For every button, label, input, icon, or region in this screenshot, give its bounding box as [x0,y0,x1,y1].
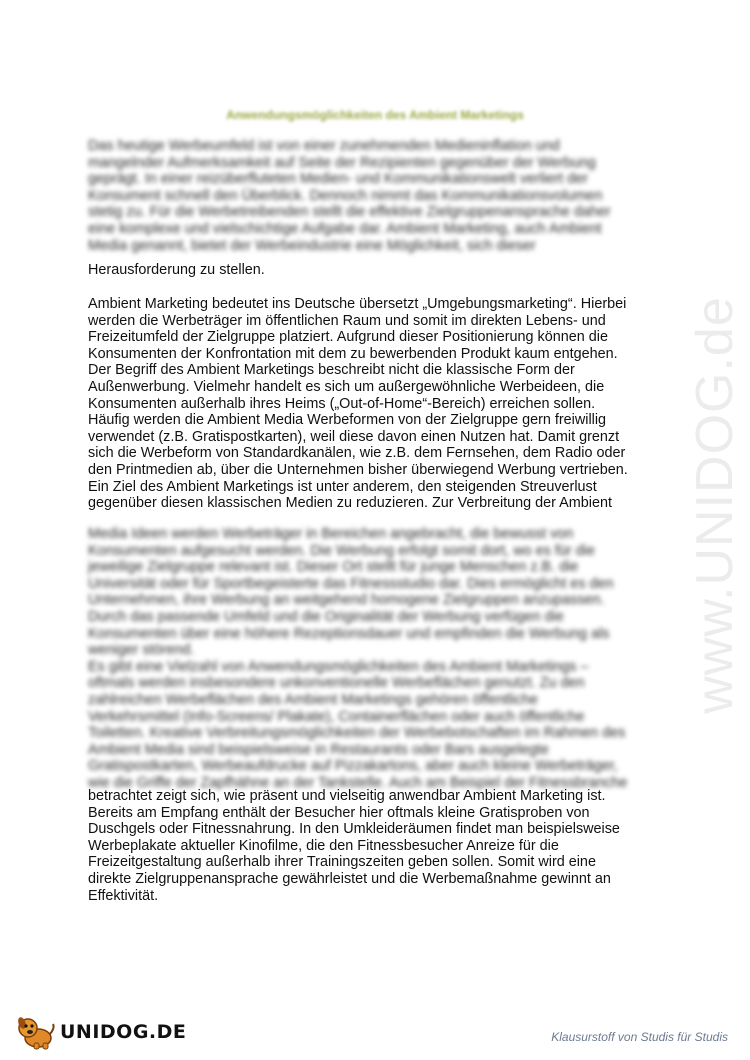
paragraph-intro-tail [88,262,668,279]
text-line: Konsumenten über eine höhere Rezeptionsdauer und empfinden die Werbung als [88,625,610,642]
paragraph-blurred-middle [88,526,668,792]
text-line: verwendet (z.B. Gratispostkarten), weil diese davon einen Nutzen hat. Damit grenzt [88,428,620,445]
document-title: Anwendungsmöglichkeiten des Ambient Marketings [226,108,524,122]
text-line: Ein Ziel des Ambient Marketings ist unter anderem, den steigenden Streuverlust [88,478,597,495]
text-line: Gratispostkarten, Werbeaufdrucke auf Pizzakartons, aber auch kleine Werbeträger, [88,758,618,775]
text-line: Konsument schnell den Überblick. Dennoch nimmt das Kommunikationsvolumen [88,187,603,204]
text-line: zahlreichen Werbeflächen des Ambient Marketings gehören öffentliche [88,691,538,708]
text-line: wie die Griffe der Zapfhähne an der Tankstelle. Auch am Beispiel der Fitnessbranche [88,774,628,791]
dog-mascot-icon [16,1014,56,1050]
text-line: geprägt. In einer reizüberfluteten Medien- und Kommunikationswelt verliert der [88,171,588,188]
text-line: Werbeplakate aktueller Kinofilme, die den Fitnessbesucher Anreize für die [88,837,559,854]
text-line: Media Ideen werden Werbeträger in Bereichen angebracht, die bewusst von [88,526,574,542]
text-line: oftmals werden insbesondere unkonventionelle Werbeflächen genutzt. Zu den [88,675,585,692]
text-line: werden die Werbeträger im öffentlichen Raum und somit im direkten Lebens- und [88,312,606,329]
logo-text: UNIDOG.DE [60,1021,187,1043]
text-line: Herausforderung zu stellen. [88,262,265,278]
text-line: betrachtet zeigt sich, wie präsent und vielseitig anwendbar Ambient Marketing ist. [88,788,606,804]
text-line: Konsumenten aufgesucht werden. Die Werbung erfolgt somit dort, wo es für die [88,542,595,559]
text-line: sich die Werbeform von Standardkanälen, wie z.B. dem Fernsehen, dem Radio oder [88,445,626,462]
text-line: Freizeitumfeld der Zielgruppe platziert. Aufgrund dieser Positionierung können die [88,329,608,346]
text-line: Effektivität. [88,887,159,904]
text-line: weniger störend. [88,642,195,659]
paragraph-fitness-example [88,788,668,904]
text-line: Bereits am Empfang enthält der Besucher hier oftmals kleine Gratisproben von [88,804,590,821]
text-line: stetig zu. Für die Werbetreibenden stellt die effektive Zielgruppenansprache daher [88,204,611,221]
text-line: Universität oder für Sportbegeisterte das Fitnessstudio dar. Dies ermöglicht es den [88,575,614,592]
text-line: gegenüber diesen klassischen Medien zu reduzieren. Zur Verbreitung der Ambient [88,495,612,512]
text-line: Ambient Media sind beispielsweise in Restaurants oder Bars ausgelegte [88,741,549,758]
text-line: Außenwerbung. Vielmehr handelt es sich um außergewöhnliche Werbeideen, die [88,378,605,395]
paragraph-definition [88,296,668,512]
unidog-logo[interactable] [16,1014,186,1050]
text-line: Das heutige Werbeumfeld ist von einer zunehmenden Medieninflation und [88,138,560,154]
text-line: Ambient Marketing bedeutet ins Deutsche übersetzt „Umgebungsmarketing“. Hierbei [88,296,627,312]
text-line: Konsumenten außerhalb ihres Heims („Out-of-Home“-Bereich) erreichen sollen. [88,395,596,412]
text-line: jeweilige Zielgruppe relevant ist. Dieser Ort stellt für junge Menschen z.B. die [88,559,579,576]
text-line: Durch das passende Umfeld und die Originalität der Werbung verfügen die [88,608,564,625]
text-line: Toiletten. Kreative Verbreitungsmöglichkeiten der Werbebotschaften im Rahmen des [88,725,626,742]
text-line: Duschgels oder Fitnessnahrung. In den Umkleideräumen findet man beispielsweise [88,821,620,838]
text-line: Freizeitgestaltung außerhalb ihrer Trainingszeiten geben sollen. Somit wird eine [88,854,596,871]
text-line: Unternehmen, ihre Werbung an weitgehend homogene Zielgruppen anzupassen. [88,592,605,609]
text-line: Der Begriff des Ambient Marketings beschreibt nicht die klassische Form der [88,362,575,379]
text-line: Verkehrsmittel (Info-Screens/ Plakate), Containerflächen oder auch öffentliche [88,708,585,725]
text-line: direkte Zielgruppenansprache gewährleistet und die Werbemaßnahme gewinnt an [88,870,611,887]
text-line: eine komplexe und vielschichtige Aufgabe dar. Ambient Marketing, auch Ambient [88,220,602,237]
text-line: mangelnder Aufmerksamkeit auf Seite der Rezipienten gegenüber der Werbung [88,154,596,171]
text-line: Es gibt eine Vielzahl von Anwendungsmöglichkeiten des Ambient Marketings – [88,658,589,675]
watermark-text: www.UNIDOG.de [686,296,744,714]
footer-tagline: Klausurstoff von Studis für Studis [551,1030,728,1044]
text-line: Konsumenten der Konfrontation mit dem zu bewerbenden Produkt kaum entgehen. [88,345,618,362]
text-line: Media genannt, bietet der Werbeindustrie eine Möglichkeit, sich dieser [88,237,536,254]
paragraph-intro-blurred [88,138,668,254]
text-line: Häufig werden die Ambient Media Werbeformen von der Zielgruppe gern freiwillig [88,412,607,429]
text-line: den Printmedien ab, über die Unternehmen bisher überwiegend Werbung vertrieben. [88,461,628,478]
